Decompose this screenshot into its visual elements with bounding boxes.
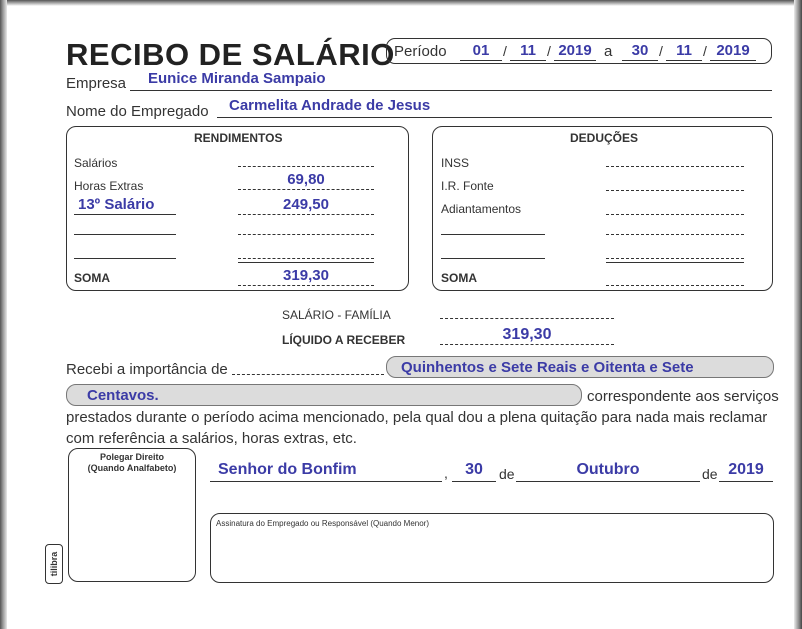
salario-familia-label: SALÁRIO - FAMÍLIA (282, 308, 391, 322)
ded-inss-value[interactable] (606, 152, 744, 167)
periodo-label: Período (394, 43, 447, 60)
page-title: RECIBO DE SALÁRIO (66, 37, 395, 72)
importancia-text-line2: prestados durante o período acima mencionado, pela qual dou a plena quitação para nada mais reclamar (66, 409, 768, 426)
rend-horas-extras-value[interactable]: 69,80 (238, 171, 374, 190)
rend-blank-value-2[interactable] (238, 246, 374, 259)
ded-blank-value-1[interactable] (606, 222, 744, 235)
periodo-end-year[interactable]: 2019 (710, 42, 756, 61)
dia-field[interactable]: 30 (452, 461, 496, 482)
periodo-start-day[interactable]: 01 (460, 42, 502, 61)
deducoes-header: DEDUÇÕES (570, 131, 639, 145)
ded-blank-value-2[interactable] (606, 246, 744, 259)
liquido-value[interactable]: 319,30 (440, 326, 614, 345)
importancia-line2-field[interactable]: Centavos. (66, 384, 582, 406)
ded-ir-fonte-label: I.R. Fonte (441, 179, 494, 193)
rend-soma-label: SOMA (74, 271, 110, 285)
ded-soma-value[interactable] (606, 267, 744, 286)
rend-salarios-label: Salários (74, 156, 118, 170)
rend-blank-label-2[interactable] (74, 246, 176, 259)
rend-13-salario-label-field[interactable]: 13º Salário (74, 196, 176, 215)
empresa-label: Empresa (66, 75, 127, 92)
importancia-line1-field[interactable]: Quinhentos e Sete Reais e Oitenta e Sete (386, 356, 774, 378)
assinatura-label: Assinatura do Empregado ou Responsável (Quando Menor) (216, 519, 430, 528)
ded-blank-label-2[interactable] (441, 246, 545, 259)
importancia-after-text: correspondente aos serviços (587, 388, 779, 405)
ded-adiantamentos-label: Adiantamentos (441, 202, 522, 216)
empresa-field[interactable]: Eunice Miranda Sampaio (130, 70, 772, 91)
rendimentos-header: RENDIMENTOS (194, 131, 283, 145)
mes-field[interactable]: Outubro (516, 461, 700, 482)
rend-horas-extras-label: Horas Extras (74, 179, 144, 193)
de-label-2: de (702, 466, 718, 482)
periodo-start-month[interactable]: 11 (510, 42, 546, 61)
ded-adiantamentos-value[interactable] (606, 200, 744, 215)
ded-ir-fonte-value[interactable] (606, 176, 744, 191)
de-label-1: de (499, 466, 515, 482)
ano-field[interactable]: 2019 (719, 461, 773, 482)
ded-blank-label-1[interactable] (441, 222, 545, 235)
importancia-label: Recebi a importância de (66, 361, 228, 378)
periodo-start-year[interactable]: 2019 (554, 42, 596, 61)
liquido-label: LÍQUIDO A RECEBER (282, 333, 406, 347)
importancia-text-line3: com referência a salários, horas extras, etc. (66, 430, 357, 447)
rend-salarios-value[interactable] (238, 152, 374, 167)
rend-blank-label-1[interactable] (74, 222, 176, 235)
periodo-end-month[interactable]: 11 (666, 42, 702, 61)
rend-soma-value[interactable]: 319,30 (238, 267, 374, 286)
rend-blank-value-1[interactable] (238, 222, 374, 235)
empregado-label: Nome do Empregado (66, 103, 209, 120)
ded-soma-label: SOMA (441, 271, 477, 285)
brand-logo: tilibra (45, 544, 63, 584)
ded-inss-label: INSS (441, 156, 470, 170)
local-field[interactable]: Senhor do Bonfim (210, 461, 442, 482)
periodo-end-day[interactable]: 30 (622, 42, 658, 61)
rend-13-salario-value[interactable]: 249,50 (238, 196, 374, 215)
polegar-label: Polegar Direito (Quando Analfabeto) (87, 452, 177, 473)
periodo-separator: a (604, 43, 613, 60)
salario-familia-value[interactable] (440, 304, 614, 319)
empregado-field[interactable]: Carmelita Andrade de Jesus (217, 97, 772, 118)
